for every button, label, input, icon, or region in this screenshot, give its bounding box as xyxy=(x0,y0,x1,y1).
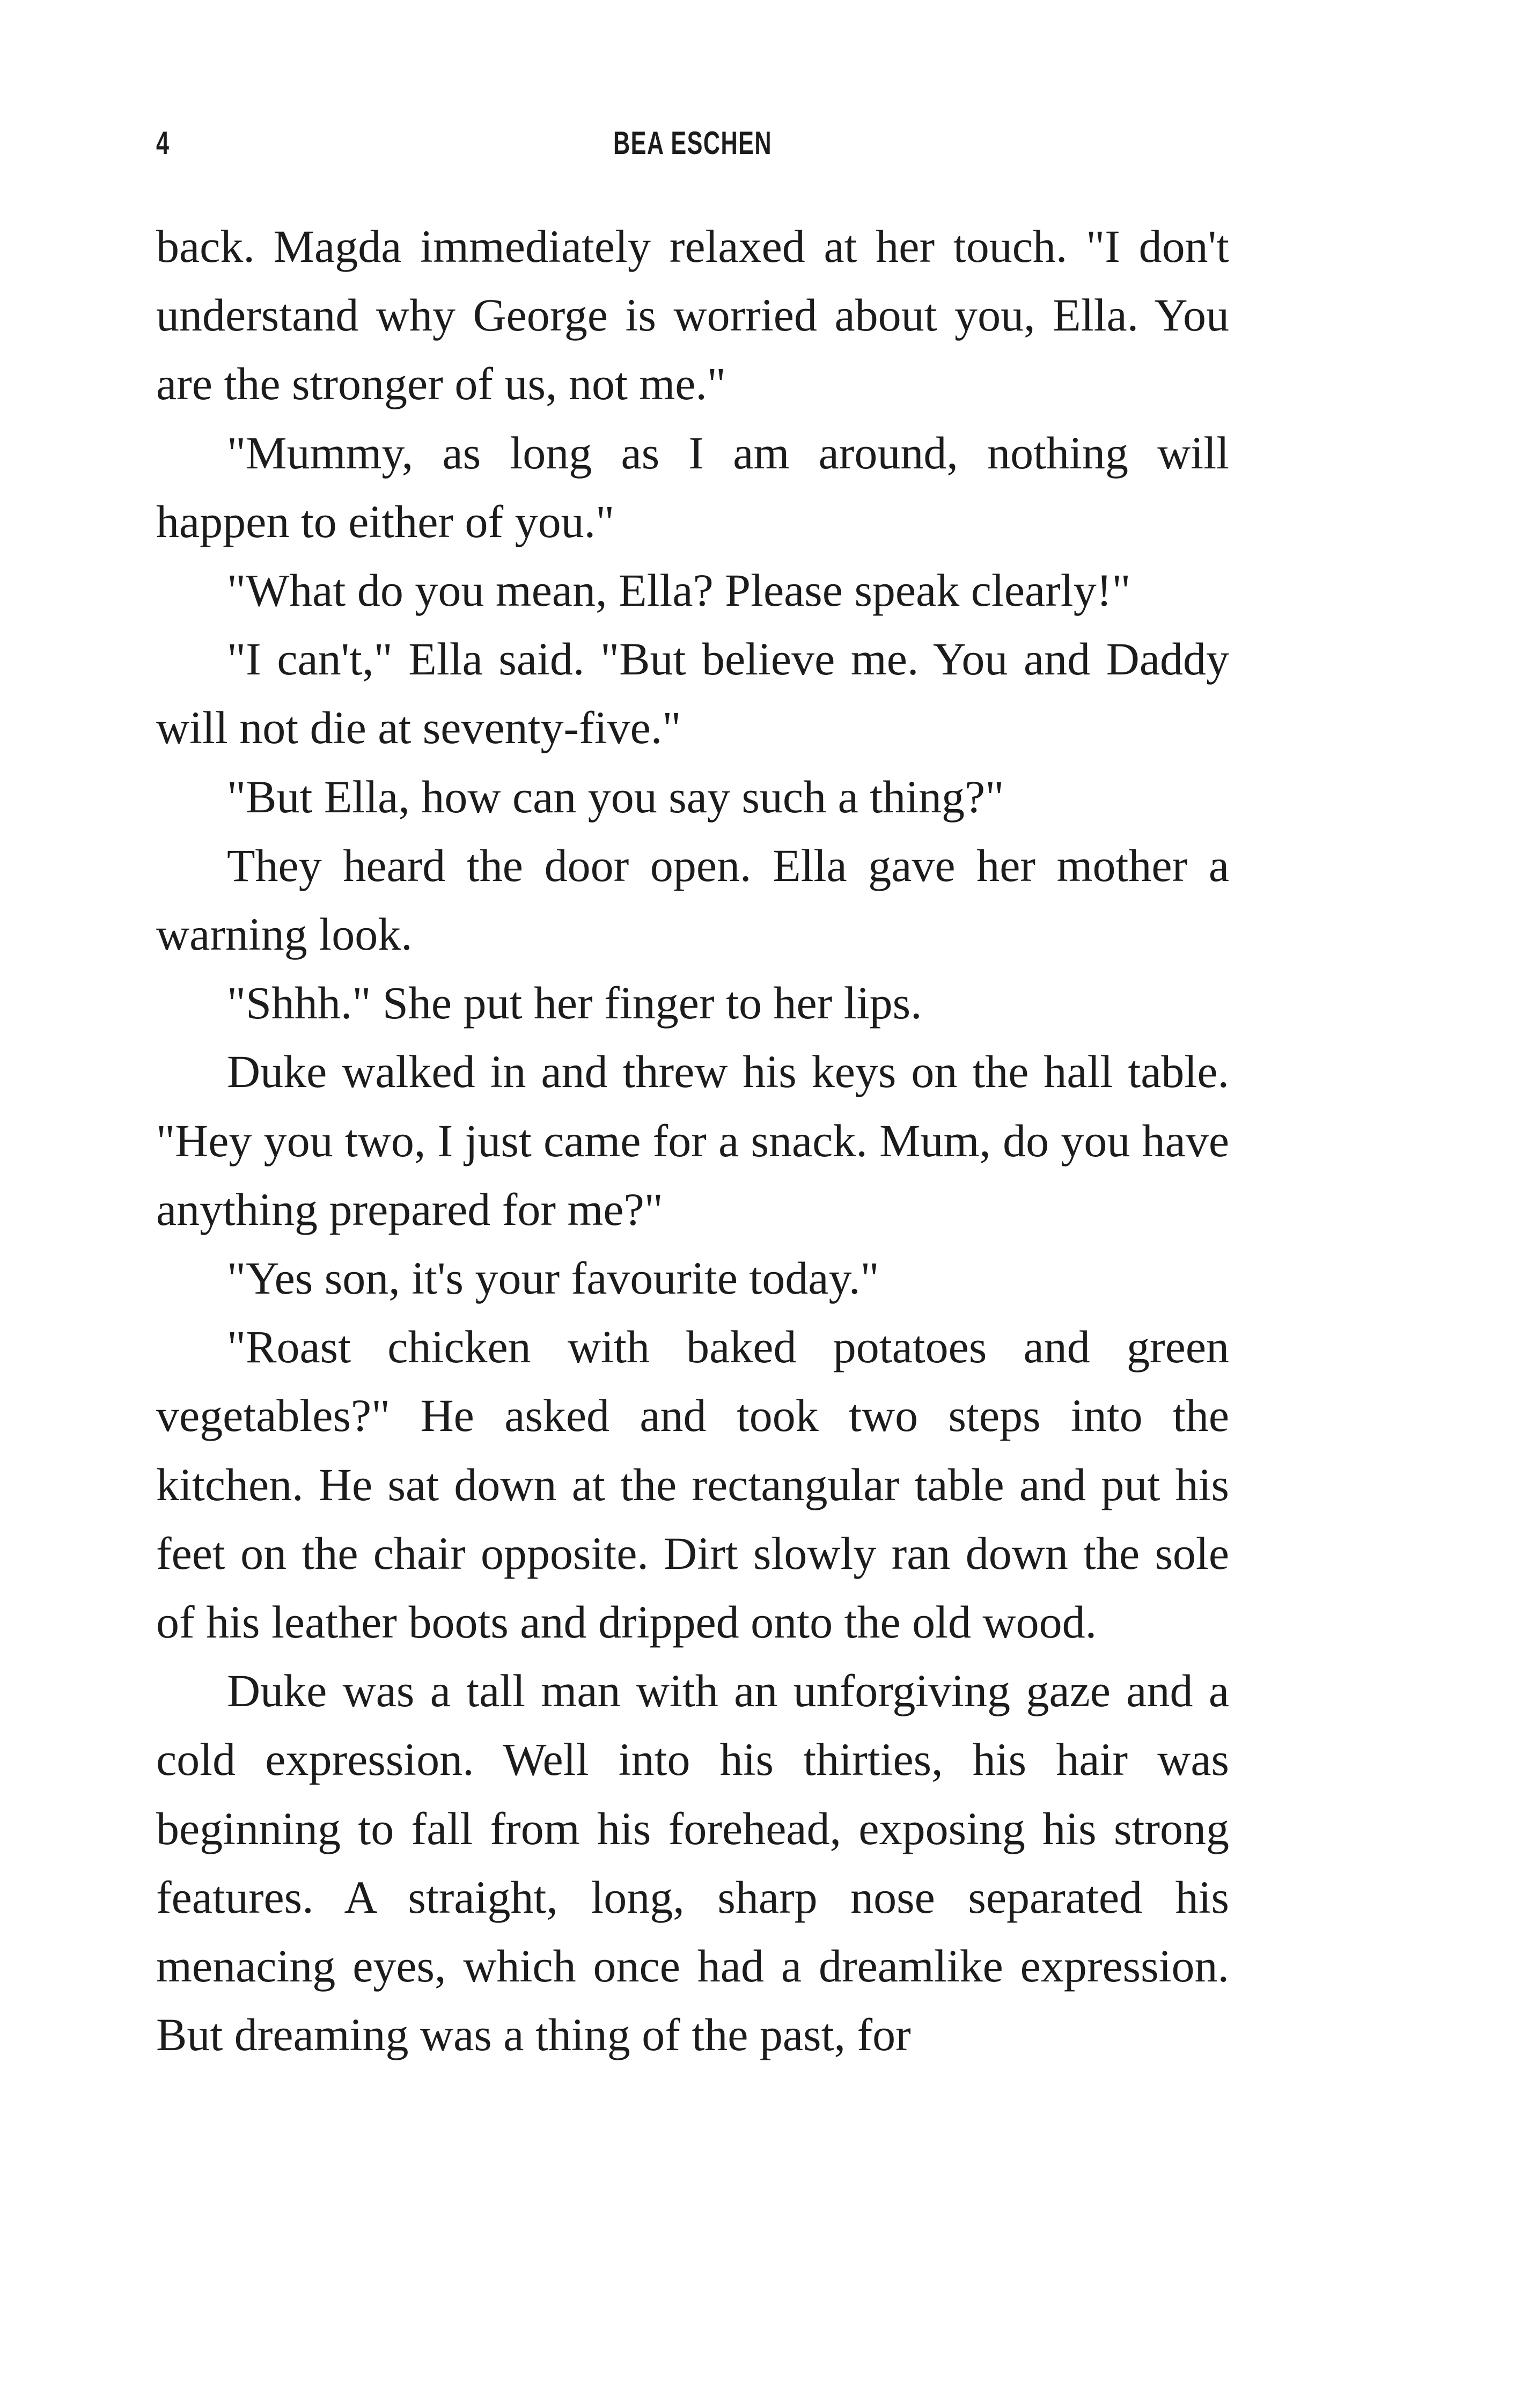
paragraph: "But Ella, how can you say such a thing?" xyxy=(227,770,1004,823)
paragraph: "Roast chicken with baked potatoes and green vegetables?" He asked and took two steps into the kitchen. He sat down at the rectangular table and put his feet on the chair opposite. Dirt slowly ran down the sole of his leather boots and dripped onto the old wood. xyxy=(156,1321,1229,1648)
paragraph: "I can't," Ella said. "But believe me. You and Daddy will not die at seventy-five." xyxy=(156,633,1229,754)
running-head xyxy=(156,118,1229,166)
paragraph: Duke walked in and threw his keys on the hall table. "Hey you two, I just came for a snack. Mum, do you have anything prepared for me?" xyxy=(156,1046,1229,1235)
body-text xyxy=(156,212,1229,2069)
page-number: 4 xyxy=(156,125,170,161)
paragraph: Duke was a tall man with an unforgiving gaze and a cold expression. Well into his thirties, his hair was beginning to fall from his forehead, exposing his strong features. A straight, long, sharp nose separated his menacing eyes, which once had a dreamlike expression. But dreaming was a thing of the past, for xyxy=(156,1665,1229,2061)
paragraph: "Yes son, it's your favourite today." xyxy=(227,1252,879,1304)
paragraph: "What do you mean, Ella? Please speak clearly!" xyxy=(227,564,1131,616)
paragraph-continued: back. Magda immediately relaxed at her touch. "I don't understand why George is worried about you, Ella. You are the stronger of us, not me." xyxy=(156,221,1229,410)
paragraph: They heard the door open. Ella gave her mother a warning look. xyxy=(156,839,1229,960)
paragraph: "Mummy, as long as I am around, nothing will happen to either of you." xyxy=(156,427,1229,547)
running-title-author: BEA ESCHEN xyxy=(613,125,773,161)
paragraph: "Shhh." She put her finger to her lips. xyxy=(227,977,922,1029)
